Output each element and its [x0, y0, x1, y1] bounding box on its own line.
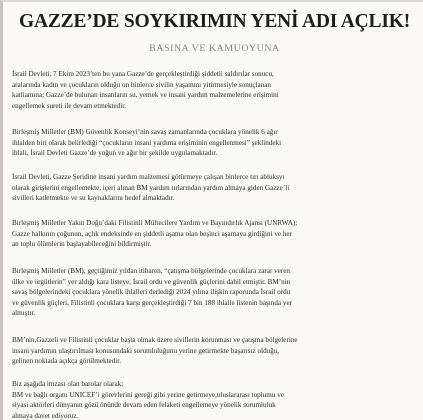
paragraph-line: Birleşmiş Milletler (BM) Güvenlik Konseyi’nin savaş zamanlarında çocuklara yönelik 6 ağır [12, 128, 278, 136]
paragraph-line: engellemek sureti ile devam etmektedir. [12, 101, 127, 110]
paragraph-line: BM’nin,Gazzeli ve Filistinli çocuklar başta olmak üzere sivillerin korunması ve çatışma bölgelerine [12, 336, 298, 344]
paragraph-line: siyasi aktörleri dünyanın gözü önünde devam eden felaketi engellemeye yönelik sorumluluk [12, 401, 276, 410]
paragraph-line: BM ve bağlı organı UNICEF’i görevlerini gereği gibi yerine getirmeye,uluslararası toplumu ve [12, 390, 284, 399]
paragraph-line: an toplu ölümlerin başlayabileceğini bildirmiştir. [12, 240, 152, 249]
document-subtitle: BASINA VE KAMUOYUNA [149, 43, 280, 54]
paragraph-line: savaş bölgelerindeki çocuklara yönelik ihlalleri derlediği 2024 yılına ilişkin raporunda İsrail ordu [12, 288, 291, 297]
paragraph-line: Birleşmiş Milletler (BM), geçtiğimiz yıldan itibaren, “çatışma bölgelerinde çocuklara zarar veren [12, 267, 290, 275]
paragraph-line: aralarında kadın ve çocukların olduğu on binlerce sivilin yaşamını yitirmesiyle sonuçlanan [12, 80, 271, 89]
paragraph-line: katliamına; Gazze’de bulunan insanların su, yemek ve insani yardım malzemelerine erişimini [12, 91, 279, 100]
paragraph-line: olarak girişlerini engellemekte, içeri alınan BM yardım tırlarından yardım almaya giden Gazze’li [12, 183, 290, 192]
paragraph-line: Gazze halkının çoğunun, açlık endeksinde en şiddetli aşama olan beşinci aşamaya girdiğini ve her [12, 229, 292, 238]
paragraph-1 [12, 69, 279, 111]
paragraph-line: ve güvenlik güçleri, Filistinli çocuklara karşı gerçekleştirdiği 7 bin 188 ihlalle listenin başında yer [12, 298, 293, 307]
paragraph-line: Biz aşağıda imzası olan barolar olarak; [12, 380, 124, 388]
document-title: GAZZE’DE SOYKIRIMIN YENİ ADI AÇLIK! [18, 11, 410, 32]
paragraph-line: İsrail Devleti, Gazze Şeridine insani yardım malzemesi götürmeye çalışan binlerce tırı abluksyı [12, 173, 285, 181]
paragraph-6 [12, 335, 298, 367]
paragraph-3 [12, 172, 289, 204]
paragraph-line: İsrail Devleti, 7 Ekim 2023’ten bu yana Gazze’de gerçekleştirdiği şiddetli saldırılar sonucu, [12, 70, 274, 78]
paragraph-line: sivilleri katletmekte ve su kaynaklarını hedef almaktadır. [12, 194, 175, 203]
paragraph-line: ülke ve örgütlerin” yer aldığı kara listeye, İsrail ordu ve güvenlik güçlerini dahil etmiştir. BM’nin [12, 277, 291, 286]
paragraph-5 [12, 266, 292, 319]
paragraph-line: ihlalden biri olarak belirlediği “çocukların insani yardıma erişiminin engellenmesi” şeklindeki [12, 138, 282, 147]
paragraph-line: almaya davet ediyoruz. [12, 411, 79, 420]
paragraph-line: almıştır. [12, 309, 36, 318]
paragraph-line: ihlali, İsrail Devleti Gazze’de yoğun ve ağır bir şekilde uygulamaktadır. [12, 149, 218, 158]
paragraph-4 [12, 218, 297, 250]
paragraph-7 [12, 379, 284, 420]
paragraph-2 [12, 127, 281, 159]
paragraph-line: Birleşmiş Milletler Yakın Doğu’daki Filistinli Mültecilere Yardım ve Bayındırlık Ajansı (UNRWA); [12, 219, 298, 227]
paragraph-line: gelinen noktada açıkça görülmektedir. [12, 357, 122, 366]
document-body [12, 2, 417, 420]
paragraph-line: insani yardımın ulaştırılması konusundaki sorumluluğunu yerine getirmekte başarısız olduğu, [12, 346, 280, 355]
